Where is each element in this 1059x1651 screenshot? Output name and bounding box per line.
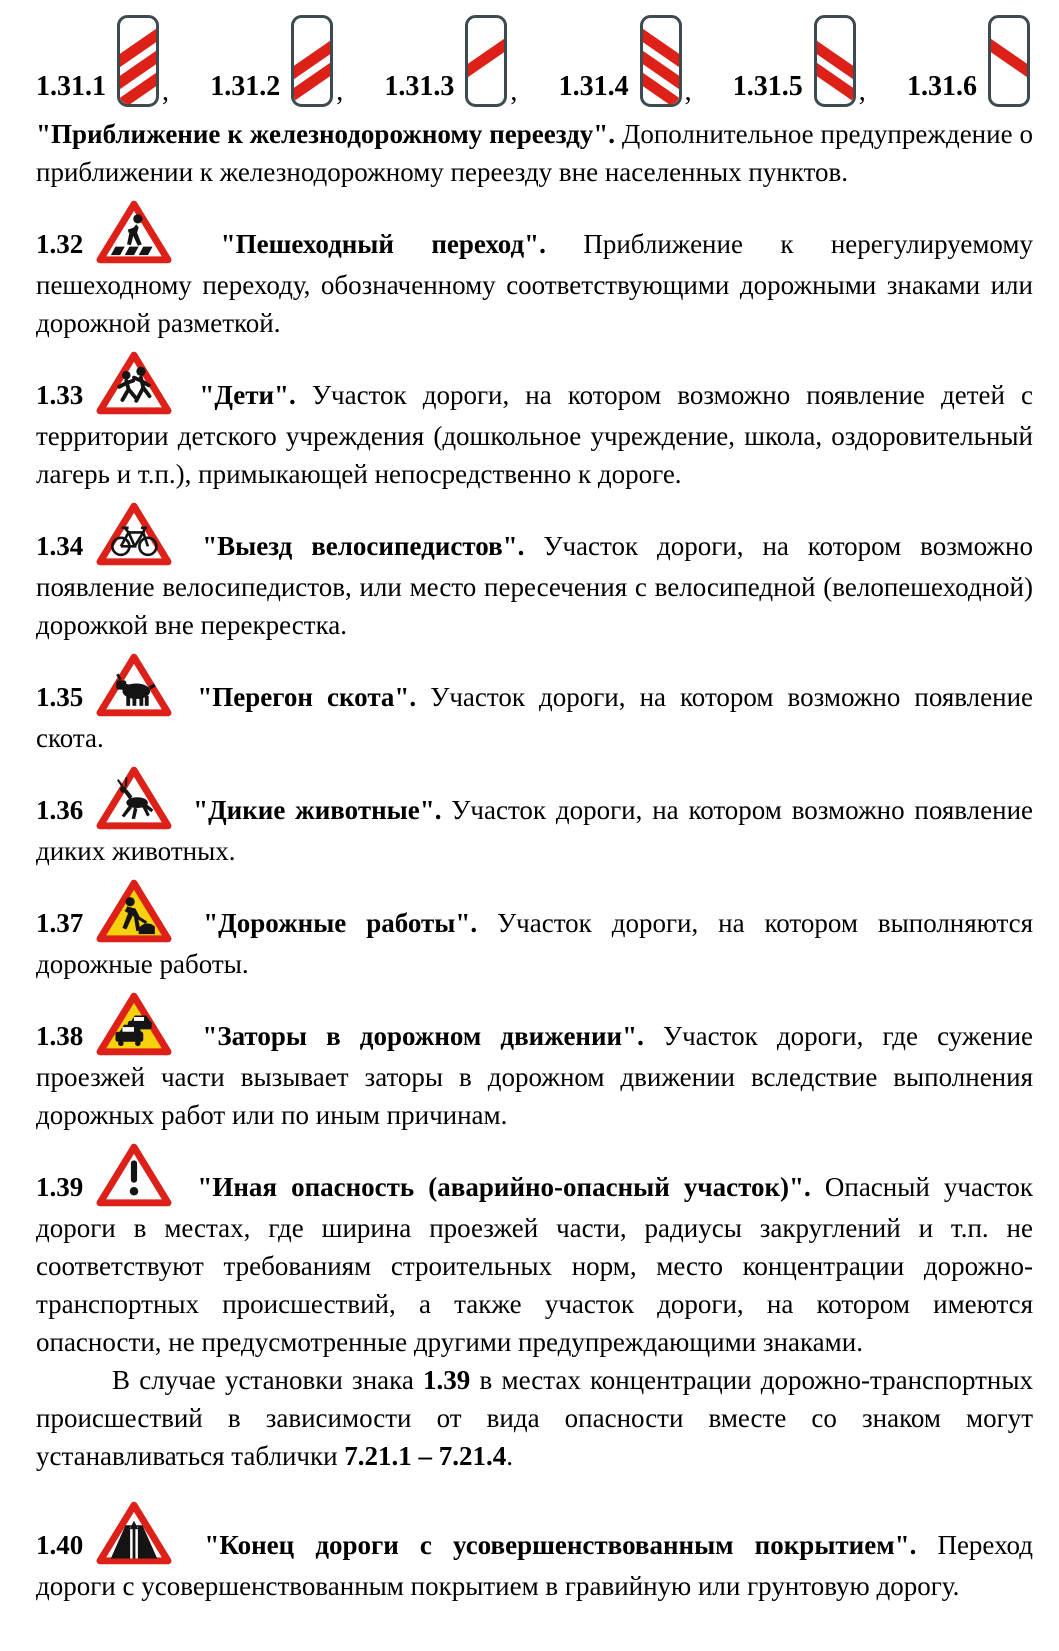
section-number: 1.36 (36, 795, 84, 825)
sign-number: 1.31.1 (36, 71, 106, 102)
cattle-crossing-sign-icon (95, 651, 173, 719)
section-body: Переход дороги с усовершенствованным покрытием в гравийную или грунтовую дорогу. (36, 1530, 1033, 1601)
children-sign-icon (95, 349, 173, 417)
section-title: "Выезд велосипедистов". (202, 531, 525, 561)
section-number: 1.38 (36, 1021, 84, 1051)
sign-number: 1.31.3 (384, 71, 455, 102)
separator: , (858, 76, 866, 107)
section-1.36 (36, 764, 1033, 870)
rail-sign-item (733, 14, 866, 108)
rail-sign-item (36, 14, 169, 108)
section-number: 1.40 (36, 1530, 84, 1560)
rail-crossing-3-stripes-up-icon (116, 14, 160, 108)
section-title: "Пешеходный переход". (220, 229, 546, 259)
section-body: Участок дороги, на котором возможно появление скота. (36, 682, 1034, 753)
section-body: Участок дороги, на котором выполняются дорожные работы. (36, 908, 1034, 979)
note-sign-ref: 1.39 (423, 1365, 471, 1395)
section-number: 1.39 (36, 1172, 84, 1202)
section-number: 1.35 (36, 682, 84, 712)
section-title: "Заторы в дорожном движении". (202, 1021, 644, 1051)
section-1.31-text (36, 115, 1033, 191)
rail-sign-item (210, 14, 343, 108)
note-text: В случае установки знака (112, 1365, 424, 1395)
section-body: Приближение к нерегулируемому пешеходному переходу, обозначенному соответствующими дорожными знаками или дорожной разметкой. (36, 229, 1034, 338)
rail-sign-item (559, 14, 692, 108)
section-title: "Конец дороги с усовершенствованным покрытием". (204, 1530, 917, 1560)
pedestrian-crossing-sign-icon (95, 198, 173, 266)
cyclists-exit-sign-icon (95, 500, 173, 568)
section-title: "Дикие животные". (193, 795, 442, 825)
section-body: Участок дороги, на котором возможно появление диких животных. (36, 795, 1034, 866)
other-danger-sign-icon (95, 1141, 173, 1209)
section-1.38 (36, 990, 1033, 1134)
rail-crossing-3-stripes-down-icon (639, 14, 683, 108)
wild-animals-sign-icon (95, 764, 173, 832)
section-1.34 (36, 500, 1033, 644)
sign-number: 1.31.5 (732, 71, 803, 102)
section-title: "Приближение к железнодорожному переезду". (36, 119, 615, 149)
separator: , (684, 76, 692, 107)
separator: , (336, 76, 344, 107)
separator: , (162, 76, 169, 107)
rail-sign-item (907, 14, 1033, 108)
section-title: "Иная опасность (аварийно-опасный участок)". (197, 1172, 811, 1202)
rail-crossing-1-stripe-down-icon (987, 14, 1031, 108)
section-body: Опасный участок дороги в местах, где ширина проезжей части, радиусы закруглений и т.п. не соответствуют требованиям строительных норм, место концентрации дорожно-транспортных происшествий, а также участок дороги, на котором имеются опасности, не предусмотренные другими предупреждающими знаками. (36, 1172, 1034, 1357)
section-body: Участок дороги, где сужение проезжей части вызывает заторы в дорожном движении вследствие выполнения дорожных работ или по иным причинам. (36, 1021, 1034, 1130)
section-1.37 (36, 877, 1033, 983)
section-number: 1.33 (36, 380, 84, 410)
note-plates-ref: 7.21.1 – 7.21.4 (344, 1441, 507, 1471)
section-1.35 (36, 651, 1033, 757)
rail-sign-item (384, 14, 517, 108)
section-1.33 (36, 349, 1033, 493)
sign-number: 1.31.2 (210, 71, 281, 102)
rail-signs-row (36, 10, 1033, 108)
sign-number: 1.31.4 (558, 71, 629, 102)
section-1.40 (36, 1499, 1033, 1605)
section-1.32 (36, 198, 1033, 342)
rail-crossing-2-stripes-up-icon (290, 14, 334, 108)
section-1.39 (36, 1141, 1033, 1361)
traffic-jam-sign-icon (95, 990, 173, 1058)
rail-crossing-2-stripes-down-icon (813, 14, 857, 108)
section-number: 1.34 (36, 531, 84, 561)
section-body: Участок дороги, на котором возможно появление детей с территории детского учреждения (дошкольное учреждение, школа, оздоровительный лагерь и т.п.), примыкающей непосредственно к дороге. (36, 380, 1033, 489)
road-works-sign-icon (95, 877, 173, 945)
end-of-paved-road-sign-icon (95, 1499, 173, 1567)
note-text: . (506, 1441, 514, 1471)
section-number: 1.37 (36, 908, 84, 938)
separator: , (510, 76, 518, 107)
section-body: Дополнительное предупреждение о приближении к железнодорожному переезду вне населенных пунктов. (36, 119, 1033, 187)
section-title: "Дети". (199, 380, 296, 410)
section-1.39-note (36, 1361, 1033, 1475)
section-title: "Дорожные работы". (203, 908, 478, 938)
section-body: Участок дороги, на котором возможно появление велосипедистов, или место пересечения с велосипедной (велопешеходной) дорожкой вне перекрестка. (36, 531, 1034, 640)
note-text: в местах концентрации дорожно-транспортных происшествий в зависимости от вида опасности вместе со знаком могут устанавливаться таблички (36, 1365, 1033, 1471)
rail-crossing-1-stripe-up-icon (464, 14, 508, 108)
section-number: 1.32 (36, 229, 84, 259)
sign-number: 1.31.6 (906, 71, 977, 102)
section-title: "Перегон скота". (197, 682, 417, 712)
